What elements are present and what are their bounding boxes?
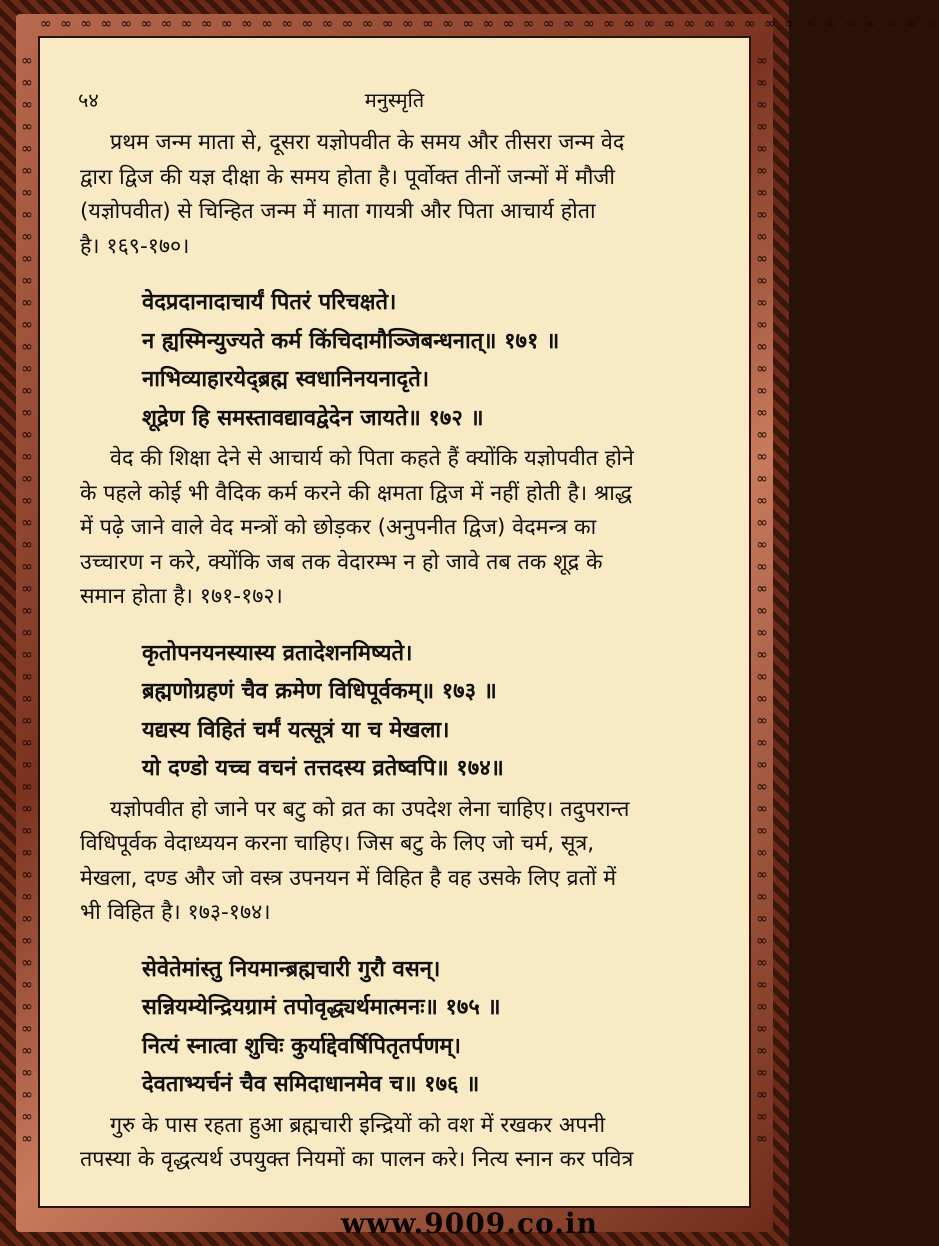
top-ornament: ∞ ∞ ∞ ∞ ∞ ∞ ∞ ∞ ∞ ∞ ∞ ∞ ∞ ∞ ∞ ∞ ∞ ∞ ∞ ∞ ∞ ∞ ∞ ∞ ∞ ∞ ∞ ∞ ∞ ∞ ∞ ∞ ∞ ∞ ∞ ∞ ∞ ∞ ∞ ∞ ∞ ∞ ∞ ∞ ∞ <box>40 16 939 32</box>
verse-line: कृतोपनयनस्यास्य व्रतादेशनमिष्यते। <box>142 640 413 666</box>
commentary-line: द्वारा द्विज की यज्ञ दीक्षा के समय होता है। पूर्वोक्त तीनों जन्मों में मौजी <box>80 164 615 190</box>
verse-line: नित्यं स्नात्वा शुचिः कुर्याद्देवर्षिपितृतर्पणम्। <box>142 1033 461 1059</box>
verse-line: देवताभ्यर्चनं चैव समिदाधानमेव च॥ १७६ ॥ <box>142 1072 480 1097</box>
commentary-line: उच्चारण न करे, क्योंकि जब तक वेदारम्भ न हो जावे तब तक शूद्र के <box>80 549 603 575</box>
commentary-line: (यज्ञोपवीत) से चिन्हित जन्म में माता गायत्री और पिता आचार्य होता <box>80 199 596 224</box>
verse-line: सेवेतेमांस्तु नियमान्ब्रह्मचारी गुरौ वसन्। <box>142 956 441 982</box>
right-ornament: ∞ ∞ ∞ ∞ ∞ ∞ ∞ ∞ ∞ ∞ ∞ ∞ ∞ ∞ ∞ ∞ ∞ ∞ ∞ ∞ ∞ ∞ ∞ ∞ ∞ ∞ ∞ ∞ ∞ ∞ ∞ ∞ ∞ ∞ ∞ ∞ ∞ ∞ ∞ ∞ ∞ ∞ ∞ ∞ ∞ ∞ ∞ ∞ ∞ ∞ <box>756 53 768 1147</box>
commentary-line: मेखला, दण्ड और जो वस्त्र उपनयन में विहित है वह उसके लिए व्रतों में <box>80 865 617 891</box>
commentary-line: समान होता है। १७१-१७२। <box>80 584 283 609</box>
verse-line: यद्यस्य विहितं चर्मं यत्सूत्रं या च मेखला। <box>142 717 450 743</box>
commentary-line: भी विहित है। १७३-१७४। <box>80 900 271 925</box>
page-number: ५४ <box>78 88 99 112</box>
commentary-line: गुरु के पास रहता हुआ ब्रह्मचारी इन्द्रियों को वश में रखकर अपनी <box>110 1112 606 1138</box>
commentary-line: यज्ञोपवीत हो जाने पर बटु को व्रत का उपदेश लेना चाहिए। तदुपरान्त <box>110 796 630 822</box>
page-body <box>80 126 722 1178</box>
verse-line: सन्नियम्येन्द्रियग्रामं तपोवृद्ध्यर्थमात्मनः॥ १७५ ॥ <box>142 995 501 1020</box>
commentary-line: तपस्या के वृद्धत्यर्थ उपयुक्त नियमों का पालन करे। नित्य स्नान कर पवित्र <box>80 1147 634 1172</box>
verse-line: यो दण्डो यच्च वचनं तत्तदस्य व्रतेष्वपि॥ १७४॥ <box>142 756 504 781</box>
verse-line: ब्रह्मणोग्रहणं चैव क्रमेण विधिपूर्वकम्॥ १७३ ॥ <box>142 679 497 704</box>
commentary-line: के पहले कोई भी वैदिक कर्म करने की क्षमता द्विज में नहीं होती है। श्राद्ध <box>80 480 632 506</box>
commentary-line: प्रथम जन्म माता से, दूसरा यज्ञोपवीत के समय और तीसरा जन्म वेद <box>110 130 625 155</box>
page-header <box>40 86 749 116</box>
running-title: मनुस्मृति <box>364 88 425 112</box>
left-ornament: ∞ ∞ ∞ ∞ ∞ ∞ ∞ ∞ ∞ ∞ ∞ ∞ ∞ ∞ ∞ ∞ ∞ ∞ ∞ ∞ ∞ ∞ ∞ ∞ ∞ ∞ ∞ ∞ ∞ ∞ ∞ ∞ ∞ ∞ ∞ ∞ ∞ ∞ ∞ ∞ ∞ ∞ ∞ ∞ ∞ ∞ ∞ ∞ ∞ ∞ <box>21 53 33 1147</box>
commentary-line: में पढ़े जाने वाले वेद मन्त्रों को छोड़कर (अनुपनीत द्विज) वेदमन्त्र का <box>80 515 597 540</box>
verse-line: वेदप्रदानादाचार्यं पितरं परिचक्षते। <box>142 290 397 315</box>
commentary-line: है। १६९-१७०। <box>80 233 190 259</box>
verse-line: शूद्रेण हि समस्तावद्यावद्वेदेन जायते॥ १७२ ॥ <box>142 405 484 431</box>
footer-band <box>0 1202 939 1246</box>
verse-line: न ह्यस्मिन्युज्यते कर्म किंचिदामौञ्जिबन्धनात्॥ १७१ ॥ <box>142 328 560 354</box>
commentary-line: विधिपूर्वक वेदाध्ययन करना चाहिए। जिस बटु के लिए जो चर्म, सूत्र, <box>80 831 595 856</box>
commentary-line: वेद की शिक्षा देने से आचार्य को पिता कहते हैं क्योंकि यज्ञोपवीत होने <box>110 446 634 471</box>
site-watermark: www.9009.co.in <box>341 1207 598 1240</box>
verse-line: नाभिव्याहारयेद्ब्रह्म स्वधानिनयनादृते। <box>142 367 430 392</box>
